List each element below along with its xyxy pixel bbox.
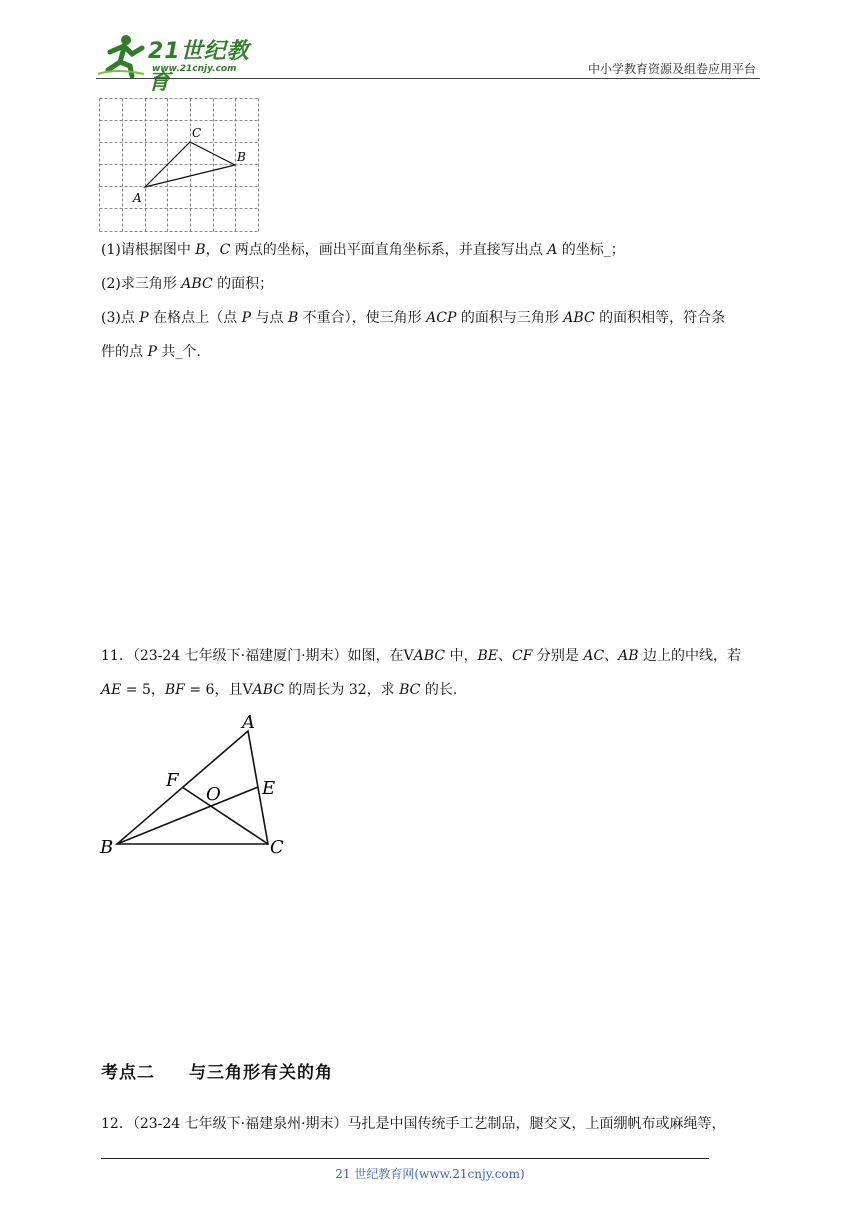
- page-header: [96, 28, 760, 95]
- q12-line1: 12．（23-24 七年级下·福建泉州·期末）马扎是中国传统手工艺制品，腿交叉，上面绷帆布或麻绳等，: [101, 1116, 726, 1132]
- label-b: B: [237, 150, 246, 164]
- label-c: C: [270, 837, 284, 858]
- label-b: B: [100, 837, 114, 858]
- label-a: A: [242, 712, 255, 733]
- label-f: F: [166, 770, 179, 791]
- footer-divider: [101, 1158, 709, 1159]
- q10-part3-continued: 件的点 P 共_个.: [101, 344, 201, 360]
- median-triangle-figure: [96, 708, 296, 860]
- header-divider: [96, 78, 760, 79]
- logo-text: 21世纪教育: [148, 39, 250, 95]
- q10-part1: (1)请根据图中 B，C 两点的坐标，画出平面直角坐标系，并直接写出点 A 的坐标_；: [101, 242, 625, 258]
- label-o: O: [206, 784, 221, 805]
- q10-part2: (2)求三角形 ABC 的面积；: [101, 276, 274, 292]
- grid-triangle-figure: [99, 98, 259, 232]
- label-e: E: [262, 778, 276, 799]
- logo: [96, 32, 266, 95]
- median-be: [117, 787, 258, 844]
- header-platform-text: 中小学教育资源及组卷应用平台: [587, 62, 756, 76]
- footer-text: 21 世纪教育网(www.21cnjy.com): [335, 1167, 525, 1181]
- label-a: A: [133, 191, 142, 205]
- logo-url: www.21cnjy.com: [152, 64, 237, 74]
- triangle-abc-medians: [117, 731, 268, 844]
- q11-line1: 11．（23-24 七年级下·福建厦门·期末）如图，在VABC 中，BE、CF 分别是 AC、AB 边上的中线，若: [101, 648, 742, 664]
- median-cf: [182, 787, 268, 844]
- label-c: C: [192, 126, 202, 140]
- q11-line2: AE = 5，BF = 6，且VABC 的周长为 32，求 BC 的长.: [101, 682, 458, 698]
- runner-logo-icon: [96, 32, 148, 78]
- section-title: 考点二 与三角形有关的角: [101, 1063, 333, 1083]
- q10-part3: (3)点 P 在格点上（点 P 与点 B 不重合），使三角形 ACP 的面积与三角形 ABC 的面积相等，符合条: [101, 310, 726, 326]
